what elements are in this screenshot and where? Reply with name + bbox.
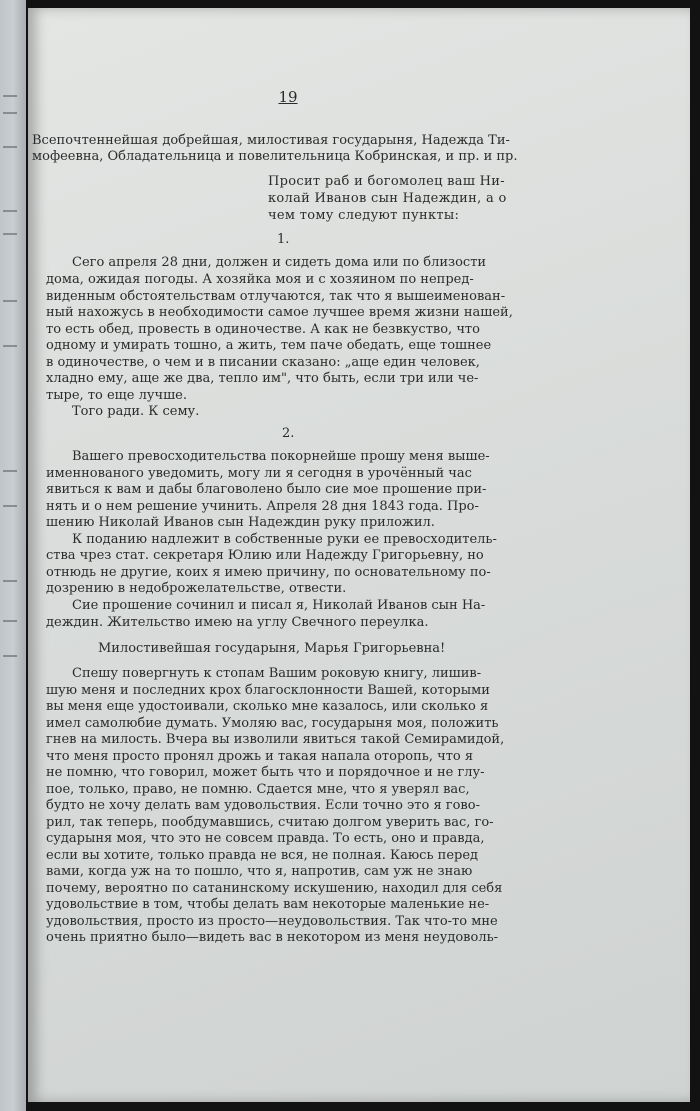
section-number: 2. (282, 426, 295, 441)
page-text (28, 8, 690, 1102)
text-line: Спешу повергнуть к стопам Вашим роковую книгу, лишив- (72, 666, 482, 681)
text-line: хладно ему, аще же два, тепло им", что быть, если три или че- (46, 371, 479, 386)
text-line: имел самолюбие думать. Умоляю вас, государыня моя, положить (46, 716, 499, 731)
text-line: рил, так теперь, пообдумавшись, считаю долгом уверить вас, го- (46, 815, 494, 830)
text-line: дозрению в недоброжелательстве, отвести. (46, 581, 347, 596)
text-line: что меня просто пронял дрожь и такая напала оторопь, что я (46, 749, 474, 764)
text-line: К поданию надлежит в собственные руки ее превосходитель- (72, 532, 497, 547)
section-number: 1. (277, 232, 290, 247)
text-line: мофеевна, Обладательница и повелительница Кобринская, и пр. и пр. (32, 149, 518, 164)
text-line: Всепочтеннейшая добрейшая, милостивая государыня, Надежда Ти- (32, 133, 510, 148)
text-line: вы меня еще удостоивали, сколько мне казалось, или сколько я (46, 699, 489, 714)
text-line: колай Иванов сын Надеждин, а о (268, 191, 507, 206)
text-line: гнев на милость. Вчера вы изволили явиться такой Семирамидой, (46, 732, 505, 747)
text-line: Просит раб и богомолец ваш Ни- (268, 174, 505, 189)
text-line: Вашего превосходительства покорнейше прошу меня выше- (72, 449, 490, 464)
text-line: чем тому следуют пункты: (268, 208, 460, 223)
text-line: пое, только, право, не помню. Сдается мне, что я уверял вас, (46, 782, 470, 797)
text-line: Сего апреля 28 дни, должен и сидеть дома или по близости (72, 255, 487, 270)
text-line: почему, вероятно по сатанинскому искушению, находил для себя (46, 881, 503, 896)
text-line: одному и умирать тошно, а жить, тем паче обедать, еще тошнее (46, 338, 492, 353)
text-line: удовольствия, просто из просто—неудовольствия. Так что-то мне (46, 914, 498, 929)
text-line: то есть обед, провесть в одиночестве. А как не безвкуство, что (46, 322, 480, 337)
text-line: если вы хотите, только правда не вся, не полная. Каюсь перед (46, 848, 479, 863)
text-line: тыре, то еще лучше. (46, 388, 187, 403)
text-line: именнованого уведомить, могу ли я сегодня в урочённый час (46, 466, 472, 481)
text-line: удовольствие в том, чтобы делать вам некоторые маленькие не- (46, 897, 490, 912)
text-line: шению Николай Иванов сын Надеждин руку приложил. (46, 515, 435, 530)
text-line: будто не хочу делать вам удовольствия. Если точно это я гово- (46, 798, 480, 813)
text-line: ства чрез стат. секретаря Юлию или Надежду Григорьевну, но (46, 548, 484, 563)
text-line: нять и о нем решение учинить. Апреля 28 дня 1843 года. Про- (46, 499, 479, 514)
letter-salutation: Милостивейшая государыня, Марья Григорьевна! (98, 641, 446, 656)
text-line: Сие прошение сочинил и писал я, Николай Иванов сын На- (72, 598, 486, 613)
text-line: отнюдь не другие, коих я имею причину, по основательному по- (46, 565, 491, 580)
text-line: ный нахожусь в необходимости самое лучшее время жизни нашей, (46, 305, 513, 320)
text-line: сударыня моя, что это не совсем правда. То есть, оно и правда, (46, 831, 485, 846)
document-page (28, 8, 690, 1102)
text-line: дома, ожидая погоды. А хозяйка моя и с хозяином по непред- (46, 272, 474, 287)
text-line: деждин. Жительство имею на углу Свечного переулка. (46, 615, 429, 630)
text-line: виденным обстоятельствам отлучаются, так что я вышеименован- (46, 289, 506, 304)
adjacent-page-edge (0, 0, 26, 1111)
text-line: явиться к вам и дабы благоволено было сие мое прошение при- (46, 482, 487, 497)
text-line: шую меня и последних крох благосклонности Вашей, которыми (46, 683, 490, 698)
text-line: вами, когда уж на то пошло, что я, напротив, сам уж не знаю (46, 864, 473, 879)
page-number: 19 (278, 88, 298, 106)
text-line: не помню, что говорил, может быть что и порядочное и не глу- (46, 765, 485, 780)
text-line: очень приятно было—видеть вас в некотором из меня неудоволь- (46, 930, 499, 945)
adjacent-page-text-fragments (0, 0, 26, 1111)
text-line: Того ради. К сему. (72, 404, 200, 419)
text-line: в одиночестве, о чем и в писании сказано: „аще един человек, (46, 355, 480, 370)
